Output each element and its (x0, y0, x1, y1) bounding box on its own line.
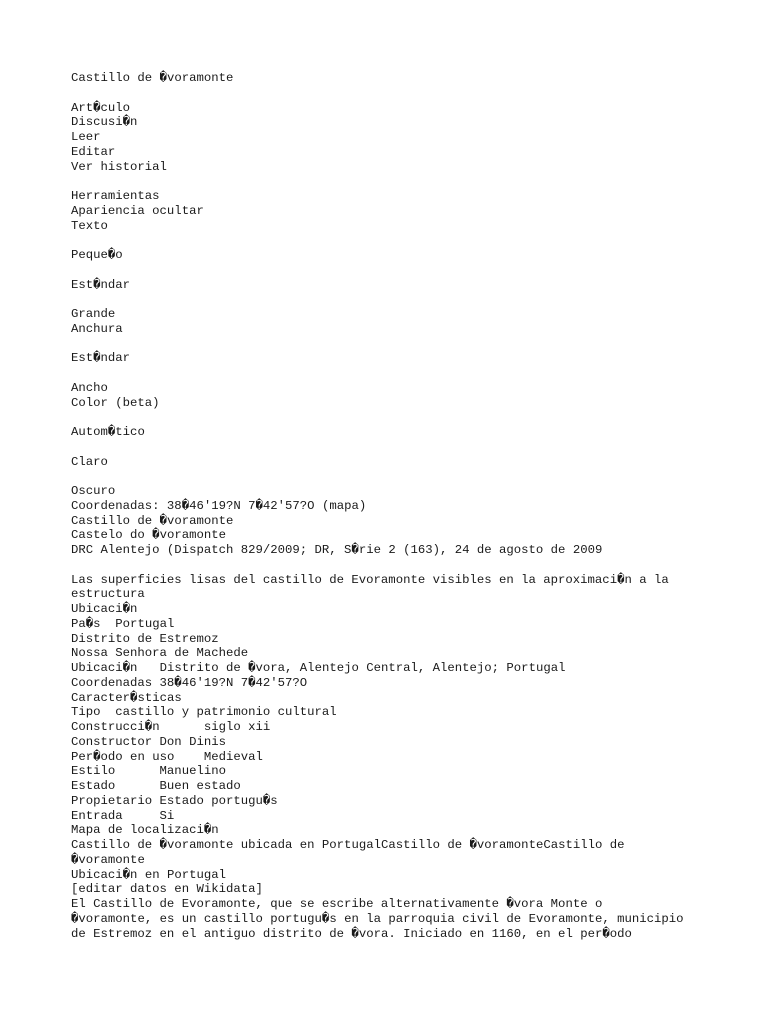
text-line: de Estremoz en el antiguo distrito de �vora. Iniciado en 1160, en el per�odo (71, 926, 632, 941)
text-line: Est�ndar (71, 351, 131, 366)
blank-line (71, 86, 701, 101)
text-line: Claro (71, 454, 108, 469)
text-line: �voramonte, es un castillo portugu�s en la parroquia civil de Evoramonte, municipio (71, 911, 684, 926)
blank-line (71, 263, 701, 278)
blank-line (71, 233, 701, 248)
text-line: Anchura (71, 321, 123, 336)
text-line: Grande (71, 307, 116, 321)
text-line: Estilo Manuelino (71, 764, 226, 779)
text-line: Estado Buen estado (71, 779, 241, 793)
text-line: Ver historial (71, 159, 167, 174)
text-line: Coordenadas 38�46'19?N 7�42'57?O (71, 675, 308, 690)
text-line: Herramientas (71, 189, 160, 203)
blank-line (71, 337, 701, 352)
blank-line (71, 366, 701, 381)
text-line: Oscuro (71, 484, 116, 498)
text-line: Construcci�n siglo xii (71, 720, 271, 734)
text-line: Distrito de Estremoz (71, 631, 219, 646)
text-line: Propietario Estado portugu�s (71, 793, 278, 808)
text-line: Castelo do �voramonte (71, 528, 226, 543)
text-line: Constructor Don Dinis (71, 734, 226, 749)
text-line: Castillo de �voramonte (71, 71, 234, 85)
text-line: Castillo de �voramonte (71, 513, 234, 528)
text-line: Per�odo en uso Medieval (71, 749, 263, 764)
blank-line (71, 410, 701, 425)
text-line: [editar datos en Wikidata] (71, 882, 263, 897)
text-line: �voramonte (71, 852, 145, 867)
text-line: Coordenadas: 38�46'19?N 7�42'57?O (mapa) (71, 498, 367, 513)
text-line: Art�culo (71, 100, 131, 115)
text-line: Caracter�sticas (71, 690, 182, 705)
text-line: Editar (71, 144, 116, 159)
text-line: Est�ndar (71, 277, 131, 292)
text-line: Ancho (71, 380, 108, 395)
text-line: Ubicaci�n en Portugal (71, 867, 226, 882)
text-line: Pa�s Portugal (71, 616, 175, 631)
document-text (71, 71, 701, 941)
blank-line (71, 558, 701, 573)
blank-line (71, 292, 701, 307)
text-line: Texto (71, 218, 108, 233)
text-line: DRC Alentejo (Dispatch 829/2009; DR, S�rie 2 (163), 24 de agosto de 2009 (71, 543, 603, 557)
text-line: Mapa de localizaci�n (71, 823, 219, 838)
text-line: Tipo castillo y patrimonio cultural (71, 705, 337, 720)
text-line: Leer (71, 130, 101, 144)
text-line: Castillo de �voramonte ubicada en PortugalCastillo de �voramonteCastillo de (71, 838, 625, 852)
text-line: estructura (71, 587, 145, 602)
text-line: Las superficies lisas del castillo de Evoramonte visibles en la aproximaci�n a la (71, 572, 669, 587)
blank-line (71, 469, 701, 484)
text-line: Ubicaci�n (71, 602, 138, 616)
text-line: Peque�o (71, 248, 123, 262)
blank-line (71, 174, 701, 189)
text-line: Autom�tico (71, 425, 145, 439)
text-line: Apariencia ocultar (71, 203, 204, 218)
text-line: Discusi�n (71, 115, 138, 130)
text-line: Ubicaci�n Distrito de �vora, Alentejo Central, Alentejo; Portugal (71, 661, 566, 675)
blank-line (71, 440, 701, 455)
text-line: Entrada Si (71, 808, 175, 823)
text-line: El Castillo de Evoramonte, que se escribe alternativamente �vora Monte o (71, 897, 603, 911)
text-line: Color (beta) (71, 395, 160, 410)
text-line: Nossa Senhora de Machede (71, 646, 249, 661)
